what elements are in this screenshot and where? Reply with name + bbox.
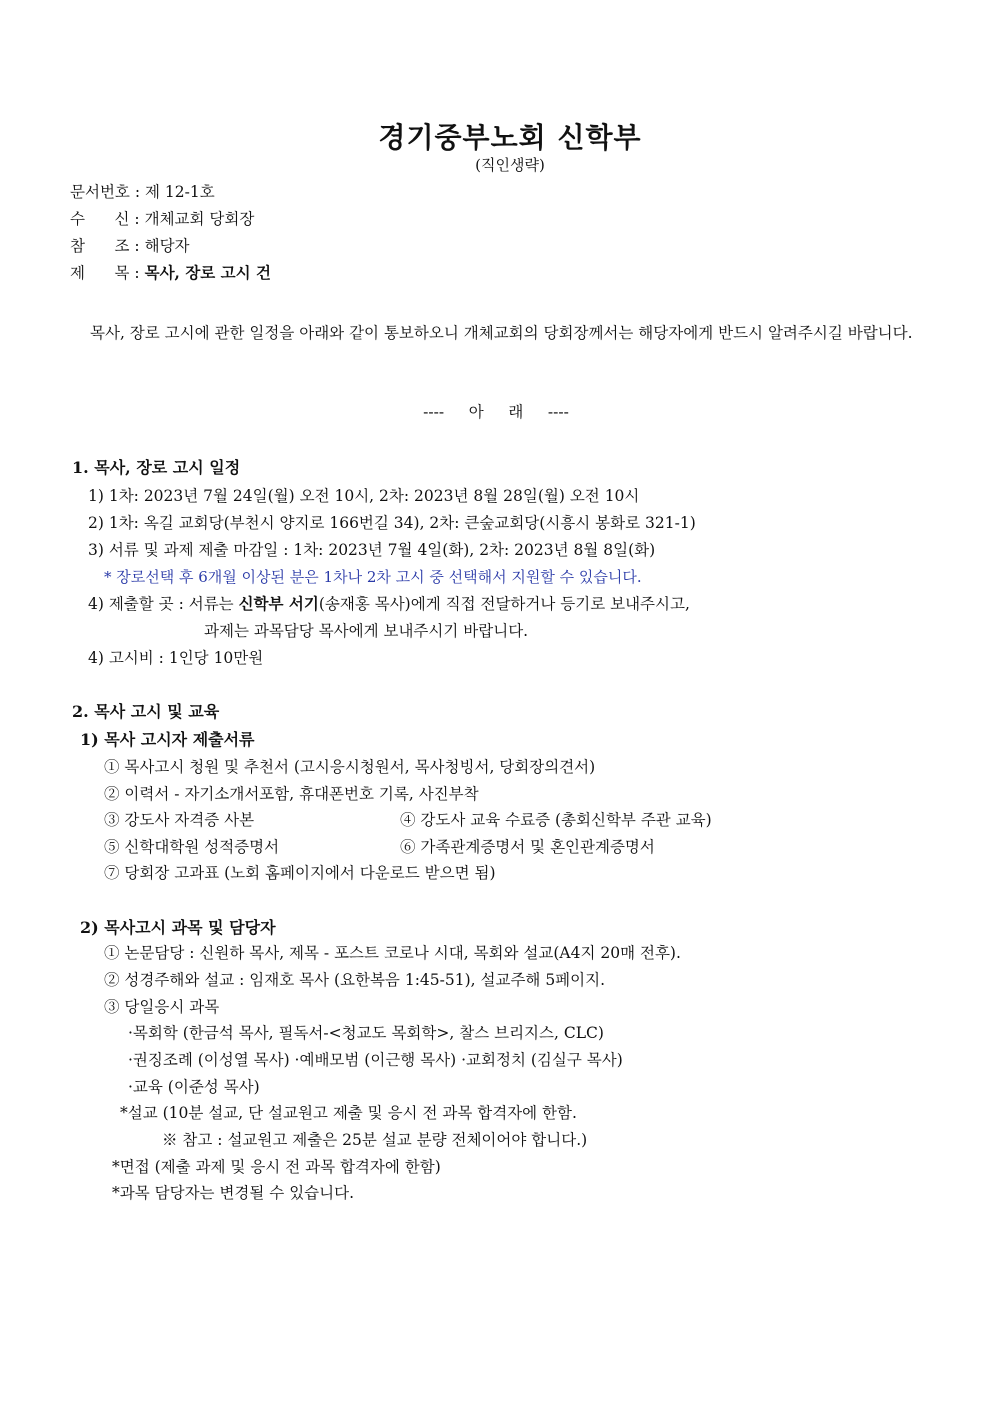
schedule-item-3: 3) 서류 및 과제 제출 마감일 : 1차: 2023년 7월 4일(화), 2차: 2023년 8월 8일(화) — [88, 541, 656, 559]
doc-item-5: ⑤ 신학대학원 성적증명서 — [104, 838, 280, 856]
subject-value: 목사, 장로 고시 건 — [144, 263, 271, 282]
section1-title: 1. 목사, 장로 고시 일정 — [72, 458, 241, 477]
subject-item-2: ② 성경주해와 설교 : 임재호 목사 (요한복음 1:45-51), 설교주해 5페이지. — [104, 971, 606, 989]
subject-item-3c: ·교육 (이준성 목사) — [128, 1078, 260, 1096]
submit-place-row — [88, 594, 690, 614]
sermon-note: ※ 참고 : 설교원고 제출은 25분 설교 분량 전체이어야 합니다.) — [162, 1131, 588, 1149]
submit-line-2: 과제는 과목담당 목사에게 보내주시기 바랍니다. — [204, 622, 529, 640]
doc-number-value: 제 12-1호 — [144, 183, 215, 201]
subject-row — [70, 263, 271, 283]
recipient-label: 수 신 : — [70, 210, 145, 228]
subject-label: 제 목 : — [70, 264, 145, 282]
doc-item-1: ① 목사고시 청원 및 추천서 (고시응시청원서, 목사청빙서, 당회장의견서) — [104, 758, 596, 776]
doc-item-3: ③ 강도사 자격증 사본 — [104, 811, 255, 829]
document-title: 경기중부노회 신학부 — [378, 121, 642, 154]
intro-paragraph: 목사, 장로 고시에 관한 일정을 아래와 같이 통보하오니 개체교회의 당회장께서는 해당자에게 반드시 알려주시길 바랍니다. — [90, 324, 913, 342]
interview-item: *면접 (제출 과제 및 응시 전 과목 합격자에 한함) — [112, 1158, 441, 1176]
submit-prefix: 4) 제출할 곳 : 서류는 — [88, 595, 239, 613]
section2-title: 2. 목사 고시 및 교육 — [72, 702, 220, 721]
subjects-title: 2) 목사고시 과목 및 담당자 — [80, 918, 276, 937]
reference-value: 해당자 — [144, 237, 190, 255]
elder-note: * 장로선택 후 6개월 이상된 분은 1차나 2차 고시 중 선택해서 지원할 수 있습니다. — [104, 568, 642, 586]
submit-bold: 신학부 서기 — [238, 594, 319, 613]
subject-item-1: ① 논문담당 : 신원하 목사, 제목 - 포스트 코로나 시대, 목회와 설교(A4지 20매 전후). — [104, 944, 681, 962]
submit-suffix: (송재홍 목사)에게 직접 전달하거나 등기로 보내주시고, — [318, 595, 690, 613]
below-marker: ---- 아 래 ---- — [423, 403, 569, 421]
schedule-item-1: 1) 1차: 2023년 7월 24일(월) 오전 10시, 2차: 2023년 8월 28일(월) 오전 10시 — [88, 487, 640, 505]
subject-item-3b: ·권징조례 (이성열 목사) ·예배모범 (이근행 목사) ·교회정치 (김실구 목사) — [128, 1051, 623, 1069]
doc-item-4: ④ 강도사 교육 수료증 (총회신학부 주관 교육) — [400, 811, 712, 829]
subject-item-3a: ·목회학 (한금석 목사, 필독서-<청교도 목회학>, 찰스 브리지스, CLC) — [128, 1024, 604, 1042]
doc-number-label: 문서번호 : — [70, 183, 145, 201]
schedule-item-2: 2) 1차: 옥길 교회당(부천시 양지로 166번길 34), 2차: 큰숲교회당(시흥시 봉화로 321-1) — [88, 514, 696, 532]
recipient-row — [70, 209, 254, 229]
reference-row — [70, 236, 190, 256]
doc-item-7: ⑦ 당회장 고과표 (노회 홈페이지에서 다운로드 받으면 됨) — [104, 864, 496, 882]
recipient-value: 개체교회 당회장 — [144, 210, 255, 228]
sermon-item: *설교 (10분 설교, 단 설교원고 제출 및 응시 전 과목 합격자에 한함. — [120, 1104, 577, 1122]
exam-fee: 4) 고시비 : 1인당 10만원 — [88, 649, 264, 667]
seal-omitted-note: (직인생략) — [475, 156, 545, 174]
doc-item-6: ⑥ 가족관계증명서 및 혼인관계증명서 — [400, 838, 655, 856]
required-docs-title: 1) 목사 고시자 제출서류 — [80, 730, 255, 749]
reference-label: 참 조 : — [70, 237, 145, 255]
doc-item-2: ② 이력서 - 자기소개서포함, 휴대폰번호 기록, 사진부착 — [104, 785, 479, 803]
doc-number-row — [70, 182, 215, 202]
change-notice: *과목 담당자는 변경될 수 있습니다. — [112, 1184, 355, 1202]
subject-item-3: ③ 당일응시 과목 — [104, 998, 220, 1016]
